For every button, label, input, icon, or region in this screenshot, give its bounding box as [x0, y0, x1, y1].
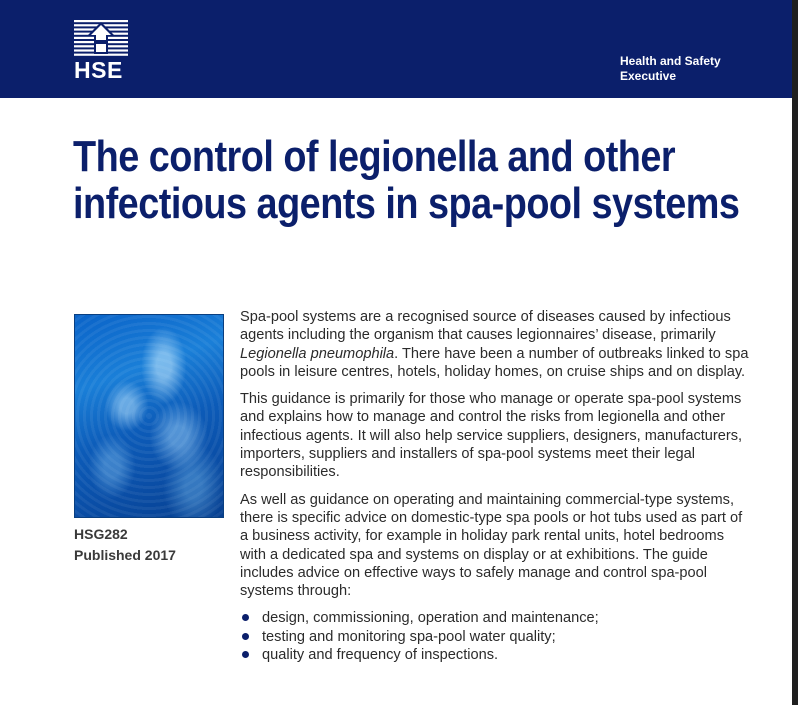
list-item	[240, 609, 750, 627]
publication-meta	[74, 524, 176, 566]
list-item-text: design, commissioning, operation and maintenance;	[262, 610, 599, 627]
body-text	[240, 308, 750, 664]
hse-emblem-icon	[74, 20, 128, 56]
org-line-1: Health and Safety	[620, 54, 721, 68]
publication-date: Published 2017	[74, 547, 176, 563]
organisation-name	[620, 54, 721, 84]
hse-logo	[74, 20, 132, 82]
paragraph-2: This guidance is primarily for those who manage or operate spa-pool systems and explains how to manage and control the risks from legionella and other infectious agents. It will also help service suppliers, designers, manufacturers, importers, suppliers and installers of spa-pool systems meet their legal responsibilities.	[240, 391, 743, 481]
publication-code: HSG282	[74, 526, 128, 542]
organism-name: Legionella pneumophila	[240, 345, 395, 362]
list-item	[240, 628, 750, 646]
logo-text: HSE	[74, 57, 123, 83]
paragraph-3: As well as guidance on operating and maintaining commercial-type systems, there is specific advice on domestic-type spa pools or hot tubs used as part of a business activity, for example in holiday park rental units, hotel bedrooms with a dedicated spa and systems on display or at exhibitions. The guide includes advice on effective ways to safely manage and control spa-pool systems through:	[240, 491, 743, 600]
bullet-icon	[242, 633, 249, 640]
list-item-text: quality and frequency of inspections.	[262, 647, 499, 664]
bullet-icon	[242, 614, 249, 621]
org-line-2: Executive	[620, 69, 677, 83]
bullet-icon	[242, 651, 249, 658]
paragraph-1-part-a: Spa-pool systems are a recognised source of diseases caused by infectious agents including the organism that causes legionnaires’ disease, primarily	[240, 309, 731, 344]
paragraph-1	[240, 308, 750, 381]
list-item	[240, 646, 750, 664]
spa-water-image	[74, 314, 224, 518]
header-banner	[0, 0, 792, 98]
list-item-text: testing and monitoring spa-pool water quality;	[262, 628, 556, 645]
page-edge	[792, 0, 798, 705]
page-title: The control of legionella and other infectious agents in spa-pool systems	[73, 132, 740, 228]
paragraph-1-part-b: . There have been a number of outbreaks linked to spa pools in leisure centres, hotels, holiday homes, on cruise ships and on display.	[240, 345, 749, 380]
bullet-list	[240, 609, 750, 664]
